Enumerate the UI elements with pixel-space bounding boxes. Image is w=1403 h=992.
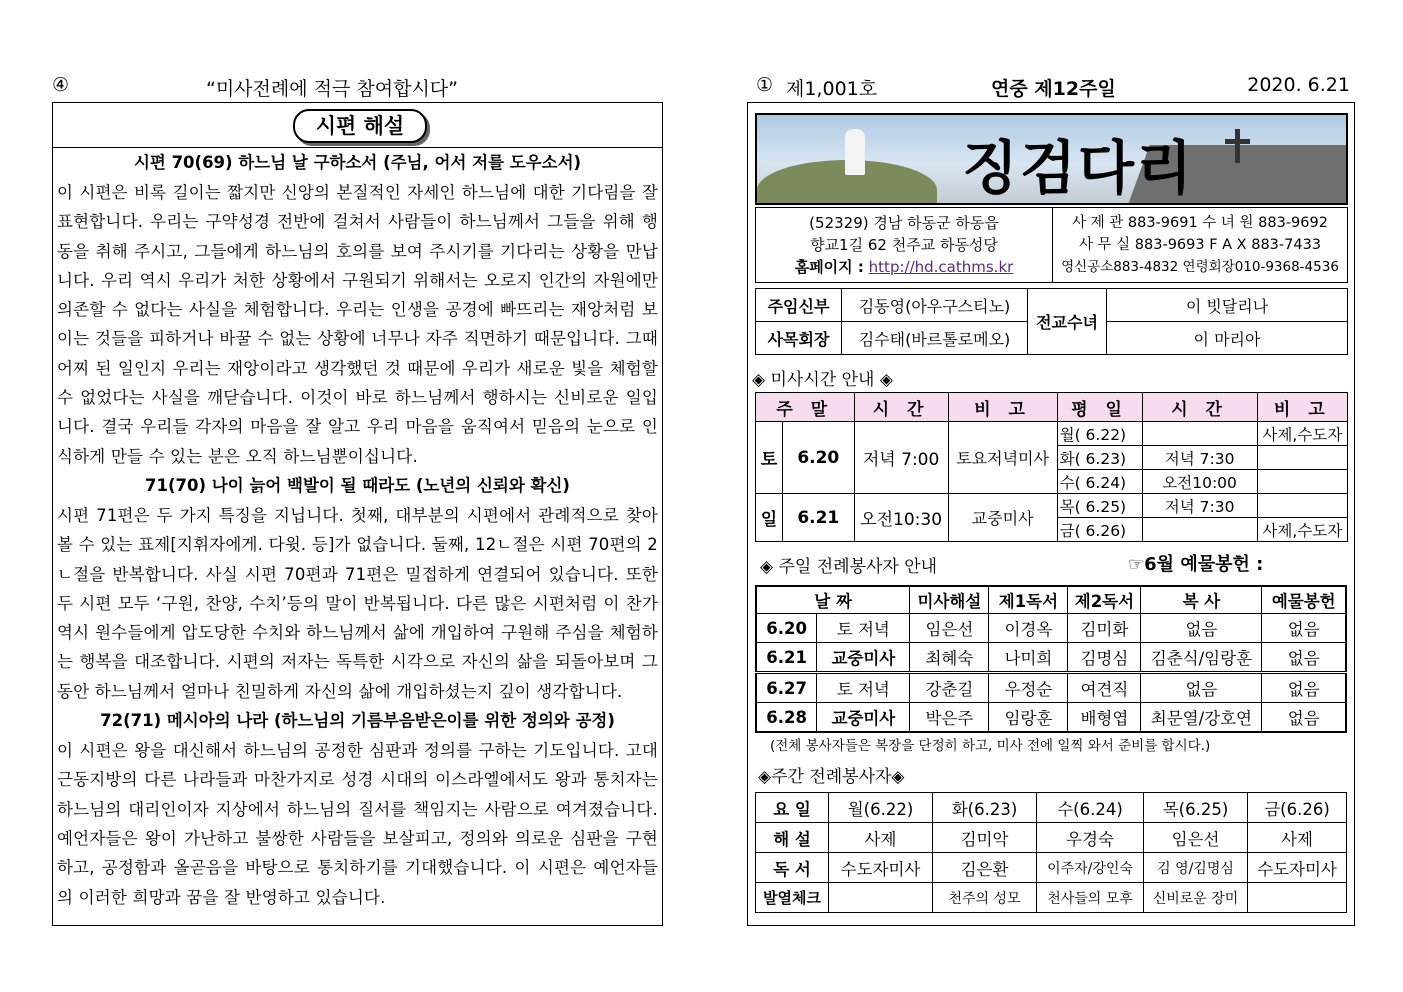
weekday-time: 저녁 7:30 <box>1142 494 1257 518</box>
left-page-header <box>52 74 664 100</box>
psalm-heading-1: 시편 70(69) 하느님 날 구하소서 (주님, 어서 저를 도우소서) <box>133 153 582 172</box>
weekday-time <box>1142 518 1257 542</box>
weekend-note-sat: 토요저녁미사 <box>948 422 1057 494</box>
mass-header-note-1: 비 고 <box>948 393 1057 422</box>
service-offering: 없음 <box>1262 643 1346 673</box>
service-date: 6.27 <box>756 673 817 703</box>
service-altar: 최문열/강호연 <box>1141 703 1262 733</box>
service-commentary: 최혜숙 <box>910 643 989 673</box>
weekday-day: 금( 6.26) <box>1057 518 1142 542</box>
weekday-note: 사제,수도자 <box>1257 422 1347 446</box>
staff-table <box>755 288 1348 355</box>
service-altar: 김춘식/임랑훈 <box>1141 643 1262 673</box>
weekday-time: 저녁 7:30 <box>1142 446 1257 470</box>
mass-header-weekday: 평 일 <box>1057 393 1142 422</box>
mass-time-heading: ◈ 미사시간 안내 ◈ <box>752 370 893 390</box>
weekly-cell: 우경숙 <box>1037 823 1144 853</box>
offering-heading: ☞6월 예물봉헌 : <box>1128 554 1264 575</box>
table-row <box>756 614 1346 643</box>
service-commentary: 강춘길 <box>910 673 989 703</box>
service-reading1: 나미희 <box>989 643 1068 673</box>
service-heading: ◈ 주일 전례봉사자 안내 <box>760 557 938 577</box>
weekly-cell: 이주자/강인숙 <box>1037 853 1144 883</box>
left-header-title: “미사전례에 적극 참여합시다” <box>205 78 458 100</box>
bulletin-banner <box>755 113 1348 205</box>
psalm-section-2 <box>53 471 662 706</box>
weekend-date-sun: 6.21 <box>783 494 855 542</box>
pastor-name: 김동영(아우구스티노) <box>842 289 1028 322</box>
service-reading2: 여견직 <box>1068 673 1141 703</box>
weekly-header: 수(6.24) <box>1037 793 1144 823</box>
service-commentary: 박은주 <box>910 703 989 733</box>
weekly-cell: 사제 <box>829 823 933 853</box>
service-mass: 교중미사 <box>817 643 910 673</box>
table-row <box>756 643 1346 673</box>
address-cell <box>756 208 1053 283</box>
psalm-title-bar <box>53 103 662 148</box>
service-altar: 없음 <box>1141 614 1262 643</box>
table-row <box>756 883 1347 913</box>
weekly-cell: 사제 <box>1248 823 1347 853</box>
service-reading2: 김명심 <box>1068 643 1141 673</box>
weekday-note <box>1257 470 1347 494</box>
table-row <box>756 823 1347 853</box>
mass-header-weekend: 주 말 <box>756 393 855 422</box>
weekday-note <box>1257 494 1347 518</box>
weekly-cell: 김은환 <box>933 853 1037 883</box>
banner-cross-icon <box>1235 129 1240 163</box>
right-page-header <box>756 74 1350 100</box>
weekday-note <box>1257 446 1347 470</box>
weekly-cell <box>1248 883 1347 913</box>
weekly-row-label: 해 설 <box>756 823 829 853</box>
weekly-cell: 수도자미사 <box>1248 853 1347 883</box>
weekly-row-label: 발열체크 <box>756 883 829 913</box>
psalm-section-1 <box>53 148 662 471</box>
address-line-1: (52329) 경남 하동군 하동읍 <box>809 214 999 232</box>
psalm-commentary-box <box>52 102 663 926</box>
weekday-day: 월( 6.22) <box>1057 422 1142 446</box>
service-reading1: 이경옥 <box>989 614 1068 643</box>
weekend-time-sun: 오전10:30 <box>854 494 948 542</box>
table-row <box>756 673 1346 703</box>
service-note: (전체 봉사자들은 복장을 단정히 하고, 미사 전에 일찍 와서 준비를 합시다.) <box>770 738 1211 754</box>
weekend-note-sun: 교중미사 <box>948 494 1057 542</box>
weekly-cell: 수도자미사 <box>829 853 933 883</box>
service-header-commentary: 미사해설 <box>910 586 989 614</box>
issue-date: 2020. 6.21 <box>1247 74 1350 96</box>
sister-name-2: 이 마리아 <box>1107 322 1348 355</box>
psalm-body-1: 이 시편은 비록 길이는 짧지만 신앙의 본질적인 자세인 하느님에 대한 기다림을 잘 표현합니다. 우리는 구약성경 전반에 걸쳐서 사람들이 하느님께서 그들을 위해 행동을 취해 주시고, 그들에게 하느님의 호의를 보여 주시기를 기다리는 상황을 만납니다. 우리 역시 우리가 처한 상황에서 구원되기 위해서는 오로지 인간의 자원에만 의존할 수 없다는 사실을 체험합니다. 우리는 인생을 공경에 빠뜨리는 재앙처럼 보이는 것들을 피하거나 바꿀 수 없는 상황에 너무나 자주 직면하기 때문입니다. 그때 어찌 된 일인지 우리는 재앙이라고 생각했던 것 때문에 우리가 새로운 빛을 체험할 수 없었다는 사실을 깨닫습니다. 이것이 바로 하느님께서 행하시는 신비로운 일입니다. 결국 우리들 각자의 마음을 잘 알고 우리 마음을 움직여서 믿음의 눈으로 인식하게 만들 수 있는 분은 오직 하느님뿐이십니다. <box>57 183 658 466</box>
right-page-number: ① <box>756 74 774 96</box>
service-header-altar: 복 사 <box>1141 586 1262 614</box>
banner-statue-image <box>845 129 865 175</box>
mass-header-note-2: 비 고 <box>1257 393 1347 422</box>
weekday-time: 오전10:00 <box>1142 470 1257 494</box>
weekly-cell: 신비로운 장미 <box>1144 883 1248 913</box>
weekend-time-sat: 저녁 7:00 <box>854 422 948 494</box>
contact-line-1: 사 제 관 883-9691 수 녀 원 883-9692 <box>1072 215 1328 231</box>
weekly-header: 금(6.26) <box>1248 793 1347 823</box>
weekly-service-table <box>755 792 1347 913</box>
weekly-service-heading: ◈주간 전례봉사자◈ <box>758 767 905 787</box>
council-label: 사목회장 <box>756 322 842 355</box>
pastor-label: 주임신부 <box>756 289 842 322</box>
contact-line-3: 영신공소883-4832 연령회장010-9368-4536 <box>1061 259 1339 275</box>
weekly-cell: 김미악 <box>933 823 1037 853</box>
service-header-offering: 예물봉헌 <box>1262 586 1346 614</box>
service-header-reading2: 제2독서 <box>1068 586 1141 614</box>
mass-header-time-2: 시 간 <box>1142 393 1257 422</box>
psalm-heading-2: 71(70) 나이 늙어 백발이 될 때라도 (노년의 신뢰와 확신) <box>145 475 570 495</box>
contact-cell <box>1053 208 1348 283</box>
sister-label: 전교수녀 <box>1028 289 1107 355</box>
weekday-day: 화( 6.23) <box>1057 446 1142 470</box>
psalm-section-3 <box>53 706 662 912</box>
homepage-link[interactable]: http://hd.cathms.kr <box>868 258 1014 276</box>
council-name: 김수태(바르톨로메오) <box>842 322 1028 355</box>
left-page-number: ④ <box>52 74 70 96</box>
service-reading2: 김미화 <box>1068 614 1141 643</box>
service-mass: 토 저녁 <box>817 614 910 643</box>
homepage-label: 홈페이지 : <box>794 258 864 276</box>
weekday-note: 사제,수도자 <box>1257 518 1347 542</box>
weekend-day-sun: 일 <box>756 494 783 542</box>
weekly-header: 목(6.25) <box>1144 793 1248 823</box>
service-altar: 없음 <box>1141 673 1262 703</box>
mass-header-time-1: 시 간 <box>854 393 948 422</box>
mass-time-table <box>755 392 1348 542</box>
service-mass: 토 저녁 <box>817 673 910 703</box>
weekly-cell <box>829 883 933 913</box>
psalm-body-2: 시편 71편은 두 가지 특징을 지닙니다. 첫째, 대부분의 시편에서 관례적으로 찾아 볼 수 있는 표제[지휘자에게. 다윗. 등]가 없습니다. 둘째, 12ㄴ절은 시편 70편의 2ㄴ절을 반복합니다. 사실 시편 70편과 71편은 밀접하게 연결되어 있습니다. 또한 두 시편 모두 ‘구원, 찬양, 수치’등의 말이 반복됩니다. 다른 많은 시편처럼 이 찬가 역시 원수들에게 압도당한 수치와 하느님께서 삶에 개입하여 구원해 주심을 체험하는 행복을 대조합니다. 시편의 저자는 독특한 시각으로 자신의 삶을 되돌아보며 그 동안 하느님께서 얼마나 친밀하게 자신의 삶에 개입하셨는지 깊이 생각합니다. <box>57 505 658 701</box>
service-offering: 없음 <box>1262 614 1346 643</box>
weekly-row-label: 독 서 <box>756 853 829 883</box>
service-header-date: 날 짜 <box>756 586 910 614</box>
service-date: 6.20 <box>756 614 817 643</box>
service-reading1: 우정순 <box>989 673 1068 703</box>
weekly-header: 월(6.22) <box>829 793 933 823</box>
bulletin-name: 징검다리 <box>962 134 1195 202</box>
service-header-reading1: 제1독서 <box>989 586 1068 614</box>
psalm-box-title: 시편 해설 <box>293 109 427 143</box>
psalm-heading-3: 72(71) 메시아의 나라 (하느님의 기름부음받은이를 위한 정의와 공정) <box>100 711 615 731</box>
service-commentary: 임은선 <box>910 614 989 643</box>
weekly-header: 화(6.23) <box>933 793 1037 823</box>
weekend-date-sat: 6.20 <box>783 422 855 494</box>
issue-number: 제1,001호 <box>786 78 878 100</box>
service-date: 6.28 <box>756 703 817 733</box>
parish-info-table <box>755 207 1348 283</box>
sunday-title: 연중 제12주일 <box>991 78 1116 100</box>
table-row <box>756 703 1346 733</box>
weekly-cell: 천사들의 모후 <box>1037 883 1144 913</box>
service-reading2: 배형엽 <box>1068 703 1141 733</box>
weekday-day: 수( 6.24) <box>1057 470 1142 494</box>
weekday-time <box>1142 422 1257 446</box>
weekday-day: 목( 6.25) <box>1057 494 1142 518</box>
weekly-cell: 임은선 <box>1144 823 1248 853</box>
sister-name-1: 이 빗달리나 <box>1107 289 1348 322</box>
weekly-header-day: 요 일 <box>756 793 829 823</box>
psalm-body-3: 이 시편은 왕을 대신해서 하느님의 공정한 심판과 정의를 구하는 기도입니다. 고대 근동지방의 다른 나라들과 마찬가지로 성경 시대의 이스라엘에서도 왕과 통치자는 하느님의 대리인이자 지상에서 하느님의 질서를 책임지는 사람으로 여겨졌습니다. 예언자들은 왕이 가난하고 불쌍한 사람들을 보살피고, 정의와 의로운 심판을 구현하고, 공정함과 올곧음을 바탕으로 통치하기를 기대했습니다. 이 시편은 예언자들의 이러한 희망과 꿈을 잘 반영하고 있습니다. <box>57 741 658 907</box>
service-mass: 교중미사 <box>817 703 910 733</box>
contact-line-2: 사 무 실 883-9693 F A X 883-7433 <box>1078 237 1322 253</box>
service-offering: 없음 <box>1262 673 1346 703</box>
weekly-cell: 천주의 성모 <box>933 883 1037 913</box>
service-offering: 없음 <box>1262 703 1346 733</box>
table-row <box>756 853 1347 883</box>
address-line-2: 향교1길 62 천주교 하동성당 <box>810 236 998 254</box>
weekend-day-sat: 토 <box>756 422 783 494</box>
service-reading1: 임랑훈 <box>989 703 1068 733</box>
weekly-cell: 김 영/김명심 <box>1144 853 1248 883</box>
service-date: 6.21 <box>756 643 817 673</box>
liturgy-service-table <box>755 585 1347 733</box>
banner-cross-bar <box>1225 139 1250 144</box>
